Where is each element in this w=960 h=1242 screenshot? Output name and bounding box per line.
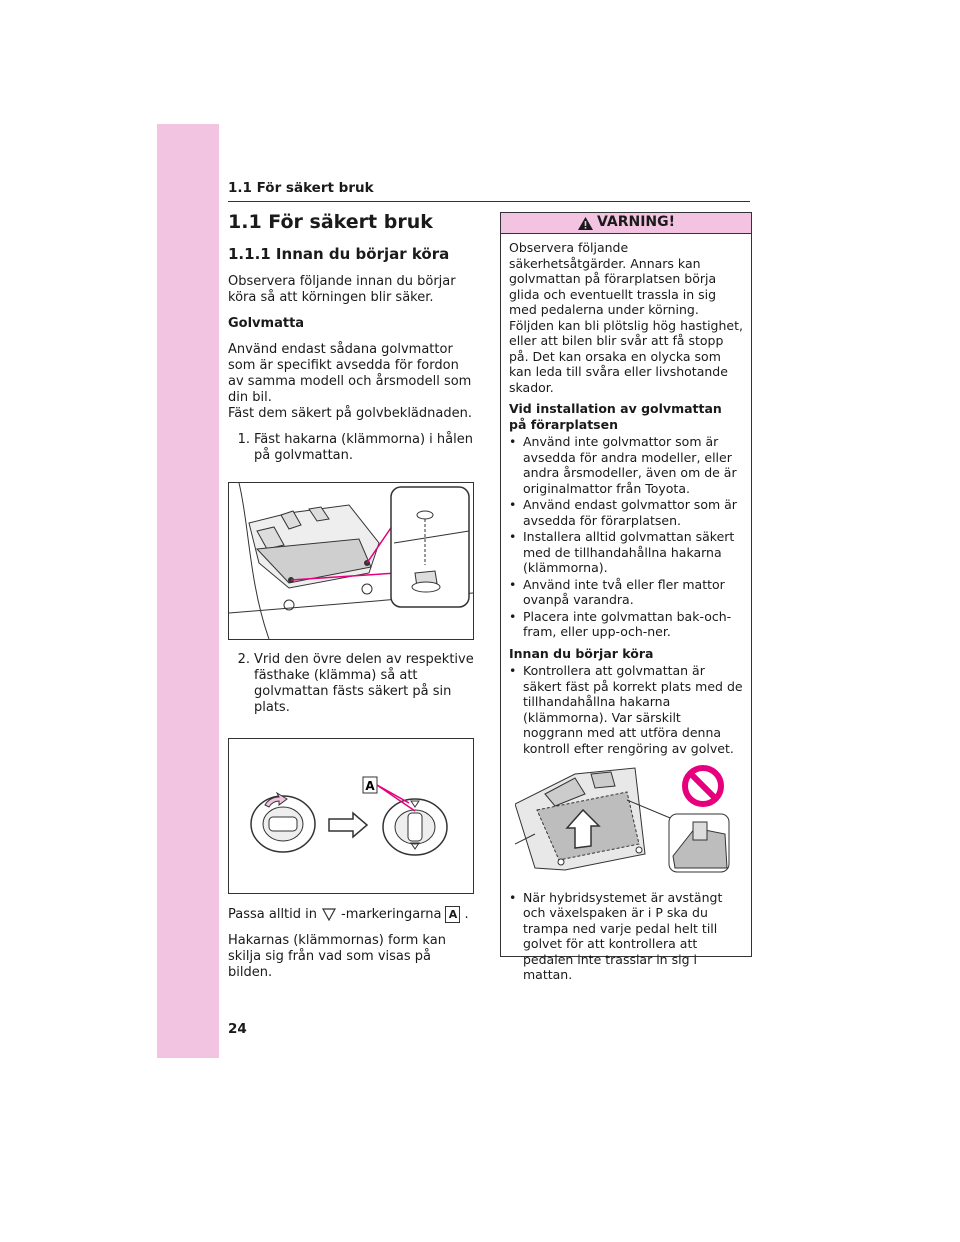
step-2	[228, 652, 474, 716]
prohibition-icon	[685, 768, 721, 804]
step-text: Vrid den övre delen av respektive fästhake (klämma) så att golvmattan fästs säkert på sin plats.	[254, 652, 474, 715]
step-number: 1.	[237, 432, 250, 447]
list-item: • Installera alltid golvmattan säkert med de tillhandahållna hakarna (klämmorna).	[509, 529, 743, 576]
page-number: 24	[228, 1021, 247, 1037]
floor-mat-para: Använd endast sådana golvmattor som är specifikt avsedda för fordon av samma modell och årsmodell som din bil.	[228, 342, 472, 405]
step-1	[228, 432, 474, 464]
warning-header	[501, 213, 751, 234]
warning-box	[500, 212, 752, 982]
left-column	[228, 210, 474, 991]
figure-floor-mat-install	[228, 482, 474, 640]
list-item: • När hybridsystemet är avstängt och växelspaken är i P ska du trampa ned varje pedal helt till golvet för att kontrollera att pedalen inte trasslar in sig i mattan.	[509, 890, 743, 983]
warning-sub-before-driving: Innan du börjar köra	[509, 645, 654, 661]
label-a-mark: A	[365, 779, 375, 793]
align-text-pre: Passa alltid in	[228, 906, 318, 922]
warning-sub-install: Vid installation av golvmattan på förarplatsen	[509, 401, 722, 432]
figure-incorrect-mat	[515, 764, 743, 880]
incorrect-mat-illustration	[515, 764, 739, 876]
header-rule	[228, 201, 750, 202]
section-title: 1.1 För säkert bruk	[228, 211, 433, 233]
align-text-end: .	[464, 906, 469, 922]
clip-rotate-illustration	[229, 739, 473, 893]
subsection-title: 1.1.1 Innan du börjar köra	[228, 245, 450, 263]
list-item: • Placera inte golvmattan bak-och-fram, eller upp-och-ner.	[509, 609, 743, 640]
warning-triangle-icon	[577, 216, 594, 231]
align-markings-line	[228, 906, 474, 923]
clip-shape-note: Hakarnas (klämmornas) form kan skilja sig från vad som visas på bilden.	[228, 933, 446, 980]
pedal-check-list	[509, 890, 743, 983]
list-item: • Använd inte golvmattor som är avsedda för andra modeller, eller andra årsmodeller, även om de är originalmattor från Toyota.	[509, 434, 743, 496]
warning-title: VARNING!	[596, 214, 676, 231]
chapter-sidebar	[157, 124, 219, 1058]
align-text-post: -markeringarna	[341, 906, 442, 922]
running-header: 1.1 För säkert bruk	[228, 180, 374, 196]
before-driving-list	[509, 663, 743, 756]
figure-clip-rotate	[228, 738, 474, 894]
label-a-badge: A	[445, 906, 460, 923]
list-item: • Kontrollera att golvmattan är säkert fäst på korrekt plats med de tillhandahållna hakarna (klämmorna). Var särskilt noggrann med att utföra denna kontroll efter rengöring av golvet.	[509, 663, 743, 756]
step-number: 2.	[237, 652, 250, 667]
floor-mat-para-2: Fäst dem säkert på golvbeklädnaden.	[228, 406, 472, 421]
floor-mat-illustration	[229, 483, 473, 639]
warning-body	[501, 234, 751, 983]
triangle-mark-icon	[321, 907, 337, 923]
list-item: • Använd endast golvmattor som är avsedda för förarplatsen.	[509, 497, 743, 528]
floor-mat-heading: Golvmatta	[228, 316, 305, 331]
warning-intro: Observera följande säkerhetsåtgärder. Annars kan golvmattan på förarplatsen börja glida och eventuellt trassla in sig med pedalerna under körning. Följden kan bli plötslig hög hastighet, eller att bilen blir svår att få stopp på. Det kan orsaka en olycka som kan leda till svåra eller livshotande skador.	[509, 240, 743, 395]
list-item: • Använd inte två eller fler mattor ovanpå varandra.	[509, 577, 743, 608]
install-list	[509, 434, 743, 640]
intro-text: Observera följande innan du börjar köra så att körningen blir säker.	[228, 274, 456, 305]
step-text: Fäst hakarna (klämmorna) i hålen på golvmattan.	[254, 432, 473, 463]
